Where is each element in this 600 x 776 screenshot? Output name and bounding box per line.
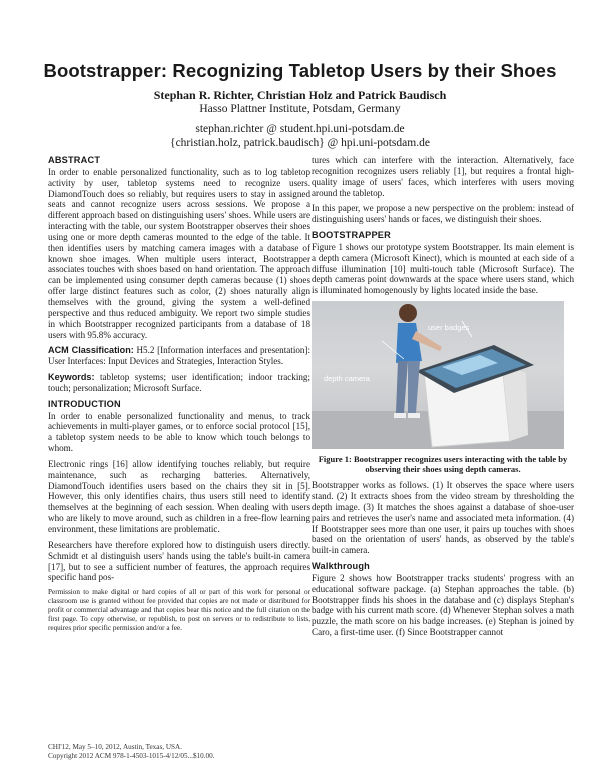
- left-column: [48, 155, 310, 633]
- acm-text: H5.2 [Information interfaces and presentation]: User Interfaces: Input Devices and Strategies, Interaction Styles.: [48, 345, 310, 367]
- author-names: Stephan R. Richter, Christian Holz and Patrick Baudisch: [153, 88, 447, 102]
- bootstrapper-heading: BOOTSTRAPPER: [312, 230, 391, 241]
- author-block: [30, 88, 570, 150]
- intro-heading: INTRODUCTION: [48, 398, 121, 409]
- affiliation: Hasso Plattner Institute, Potsdam, Germany: [199, 103, 401, 115]
- keywords-label: Keywords:: [48, 372, 95, 383]
- footer-line-1: CHI'12, May 5–10, 2012, Austin, Texas, USA.: [48, 743, 183, 751]
- intro-continuation: tures which can interfere with the interaction. Alternatively, face recognition recognizes users reliably [1], but requires a frontal high-quality image of users' faces, which interferes with users moving around the tabletop.: [312, 155, 574, 198]
- conference-footer: [48, 743, 215, 761]
- figure-1-photo: [312, 301, 564, 449]
- email-line-1: stephan.richter @ student.hpi.uni-potsdam.de: [195, 123, 405, 135]
- figure-1-caption: Figure 1: Bootstrapper recognizes users interacting with the table by observing their shoes using depth cameras.: [318, 454, 568, 475]
- intro-paragraph-4: In this paper, we propose a new perspective on the problem: instead of distinguishing users' hands or faces, we distinguish their shoes.: [312, 203, 574, 225]
- keywords: [48, 372, 310, 394]
- acm-label: ACM Classification:: [48, 345, 134, 356]
- acm-classification: [48, 345, 310, 367]
- walkthrough-heading: Walkthrough: [312, 561, 370, 572]
- intro-paragraph-1: In order to enable personalized functionality and menus, to track achievements in multi-player games, or to enforce social protocol [15], a tabletop system needs to be able to know which touch belongs to whom.: [48, 410, 310, 454]
- keywords-text: tabletop systems; user identification; indoor tracking; touch; personalization; Microsoft Surface.: [48, 372, 310, 393]
- label-depth-camera: depth camera: [324, 374, 370, 384]
- abstract-heading: ABSTRACT: [48, 155, 101, 165]
- permission-notice: Permission to make digital or hard copies of all or part of this work for personal or classroom use is granted without fee provided that copies are not made or distributed for profit or commercial advantage and that copies bear this notice and the full citation on the first page. To copy otherwise, or republish, to post on servers or to redistribute to lists, requires prior specific permission and/or a fee.: [48, 588, 310, 632]
- right-column: [312, 155, 574, 643]
- paper-title: Bootstrapper: Recognizing Tabletop Users by their Shoes: [43, 60, 557, 81]
- footer-line-2: Copyright 2012 ACM 978-1-4503-1015-4/12/05...$10.00.: [48, 752, 215, 760]
- bootstrapper-paragraph-2: Bootstrapper works as follows. (1) It observes the space where users stand. (2) It extracts shoes from the video stream by thresholding the depth image. (3) It matches the shoes against a database of shoe-user pairs and retrieves the user's name and associated meta information. (4) If Bootstrapper sees more than one user, it pairs up touches with shoes based on the orientation of users' hands, as observed by the table's built-in camera.: [312, 480, 574, 556]
- bootstrapper-paragraph-1: Figure 1 shows our prototype system Bootstrapper. Its main element is a depth camera (Microsoft Kinect), which is mounted at each side of a diffuse illumination [10] multi-touch table (Microsoft Surface). The depth cameras point downwards at the space where users stand, which is illuminated homogenously by lights located inside the base.: [312, 241, 574, 296]
- intro-paragraph-3: Researchers have therefore explored how to distinguish users directly. Schmidt et al distinguish users' hands using the table's built-in camera [17], but to see a sufficient number of features, the approach requires specific hand pos-: [48, 539, 310, 583]
- email-line-2: {christian.holz, patrick.baudisch} @ hpi.uni-potsdam.de: [170, 137, 430, 149]
- abstract-text: In order to enable personalized functionality, such as to log tabletop activity by user, tabletop systems need to recognize users. DiamondTouch does so reliably, but requires users to stay in assigned seats and cannot recognize users across sessions. We propose a different approach based on distinguishing users' shoes. While users are interacting with the table, our system Bootstrapper observes their shoes using one or more depth cameras mounted to the edge of the table. It then identifies users by matching camera images with a database of known shoe images. When multiple users interact, Bootstrapper associates touches with shoes based on hand orientation. The approach can be implemented using consumer depth cameras because (1) shoes offer large distinct features such as color, (2) shoes naturally align themselves with the ground, giving the system a well-defined perspective and thus reduced ambiguity. We report two simple studies in which Bootstrapper recognized participants from a database of 18 users with 95.8% accuracy.: [48, 166, 310, 340]
- label-user-badges: user badges: [428, 323, 470, 333]
- walkthrough-paragraph: Figure 2 shows how Bootstrapper tracks students' progress with an educational software package. (a) Stephan approaches the table. (b) Bootstrapper finds his shoes in the database and (c) displays Stephan's badge with his current math score. (d) Whenever Stephan solves a math puzzle, the math score on his badge increases. (e) Stephan is joined by Caro, a first-time user. (f) Since Bootstrapper cannot: [312, 572, 574, 638]
- intro-paragraph-2: Electronic rings [16] allow identifying touches reliably, but require maintenance, such as recharging batteries. Alternatively, DiamondTouch identifies users based on the chairs they sit in [5]. However, this only identifies chairs, thus users still need to identify themselves at the beginning of each session. When dealing with users who are likely to move around, such as children in a free-flow learning environment, these limitations are problematic.: [48, 458, 310, 534]
